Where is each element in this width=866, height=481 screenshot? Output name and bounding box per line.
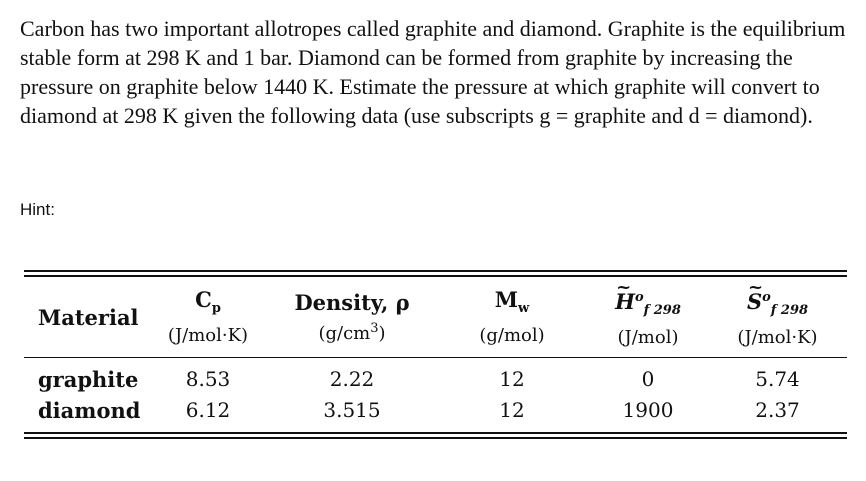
table-row (24, 364, 847, 395)
header-material: Material (38, 304, 139, 330)
data-table (24, 270, 847, 439)
cell-density: 2.22 (329, 367, 375, 391)
row-material: diamond (38, 398, 141, 423)
table-body (24, 358, 847, 432)
cell-cp: 8.53 (185, 367, 231, 391)
cell-enthalpy: 1900 (622, 398, 674, 422)
table-top-rule (24, 270, 847, 277)
row-material: graphite (38, 367, 139, 392)
header-enthalpy: ~ $H^o_{f 298}$ (J/mol) (588, 277, 708, 357)
cell-mw: 12 (499, 398, 525, 422)
header-density: Density, ρ $(g/cm^3)$ (294, 289, 410, 344)
header-entropy: ~ $S^o_{f 298}$ (J/mol·K) (708, 277, 847, 357)
cell-entropy: 5.74 (755, 367, 800, 391)
table-header-row (24, 277, 847, 357)
table-row (24, 395, 847, 426)
header-cp: $C_p$ (J/mol·K) (167, 287, 249, 346)
cell-entropy: 2.37 (755, 398, 800, 422)
cell-mw: 12 (499, 367, 525, 391)
hint-label: Hint: (20, 200, 55, 219)
problem-statement: Carbon has two important allotropes called graphite and diamond. Graphite is the equilibrium stable form at 298 K and 1 bar. Diamond can be formed from graphite by increasing the pressure on graphite below 1440 K. Estimate the pressure at which graphite will convert to diamond at 298 K given the following data (use subscripts g = graphite and d = diamond). (20, 16, 846, 128)
cell-enthalpy: 0 (641, 367, 655, 391)
table-bottom-rule (24, 432, 847, 439)
cell-cp: 6.12 (185, 398, 231, 422)
cell-density: 3.515 (323, 398, 381, 422)
header-mw: $M_w$ (g/mol) (479, 287, 545, 346)
